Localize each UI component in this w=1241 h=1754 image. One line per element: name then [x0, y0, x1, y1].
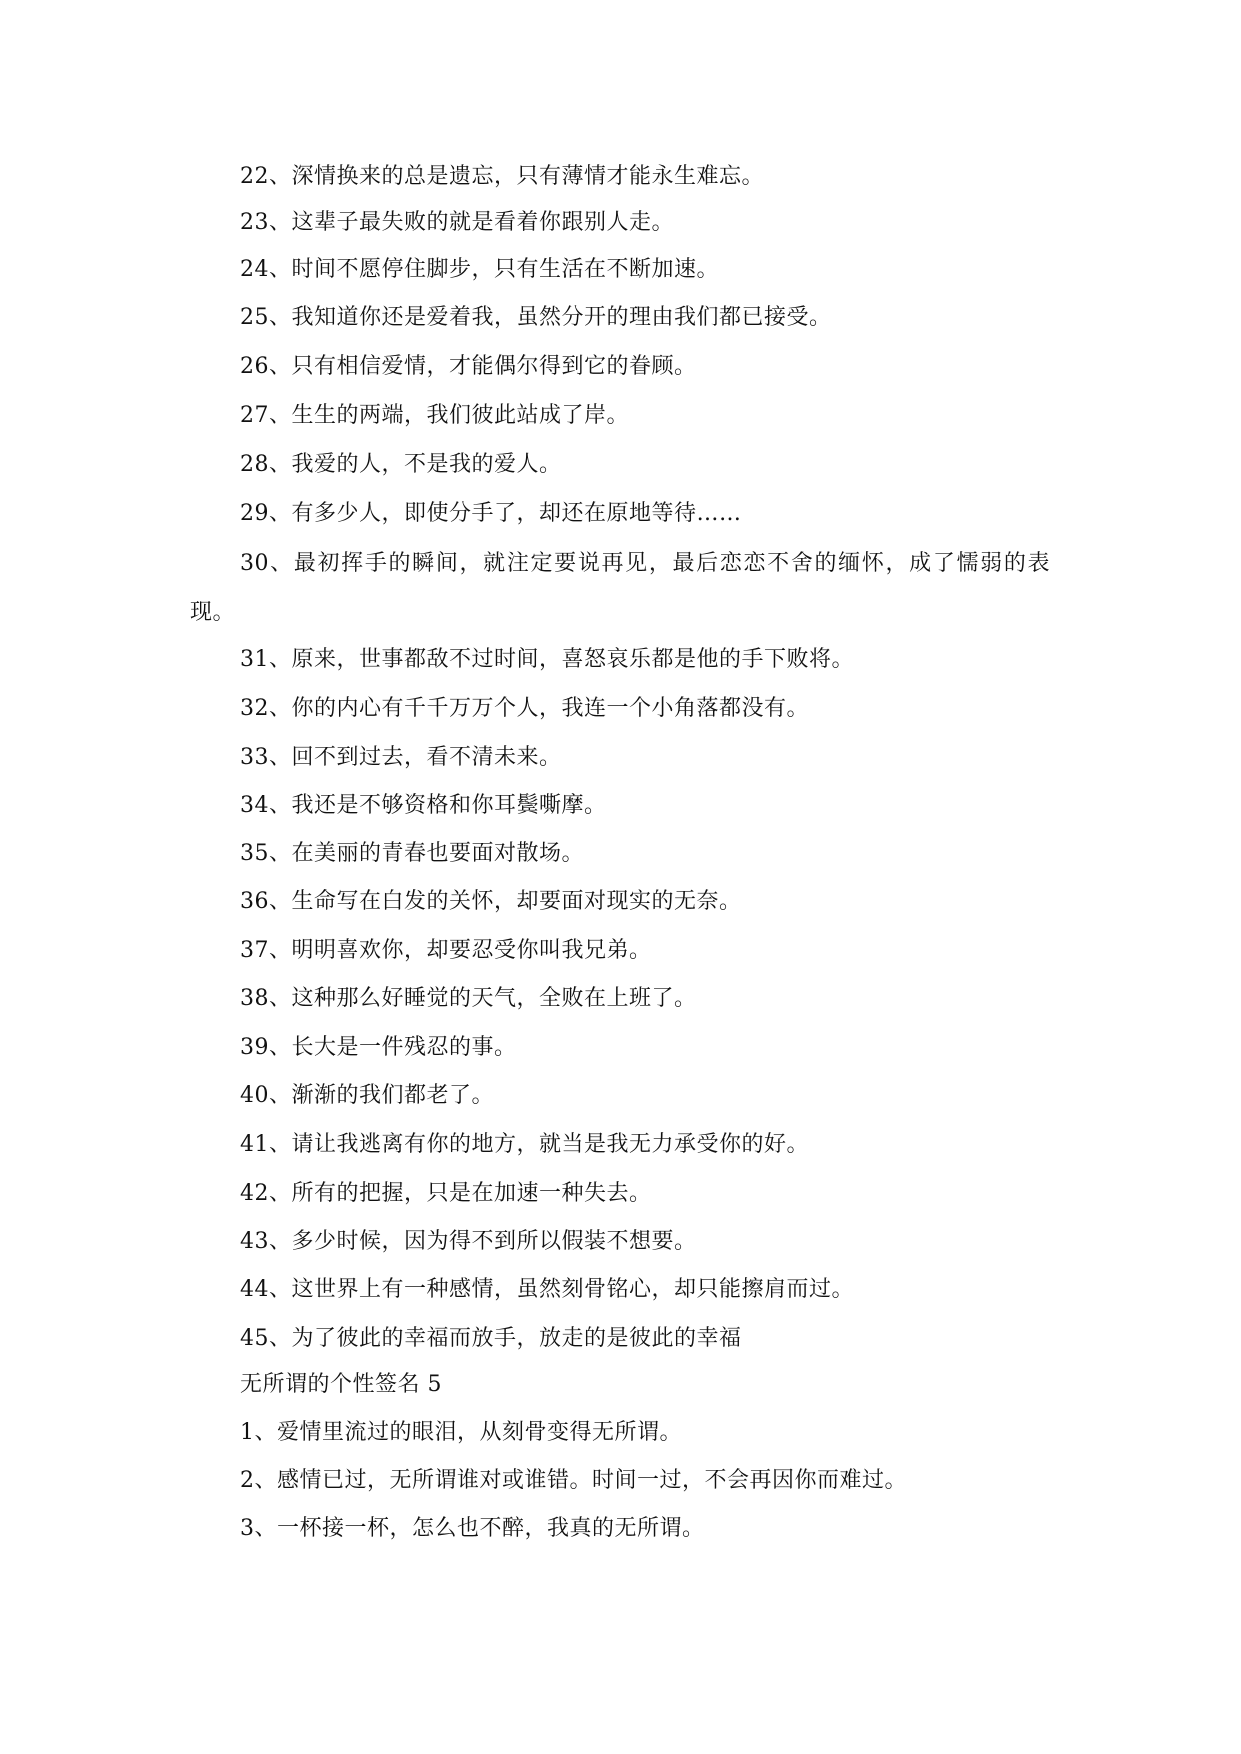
list-item: 29、有多少人，即使分手了，却还在原地等待…… — [240, 501, 742, 526]
list-item: 24、时间不愿停住脚步，只有生活在不断加速。 — [240, 257, 719, 282]
list-item: 37、明明喜欢你，却要忍受你叫我兄弟。 — [240, 938, 652, 963]
list-item: 1、爱情里流过的眼泪，从刻骨变得无所谓。 — [240, 1420, 682, 1445]
list-item: 33、回不到过去，看不清未来。 — [240, 745, 562, 770]
list-item: 45、为了彼此的幸福而放手，放走的是彼此的幸福 — [240, 1326, 742, 1351]
list-item: 32、你的内心有千千万万个人，我连一个小角落都没有。 — [240, 696, 809, 721]
list-item: 3、一杯接一杯，怎么也不醉，我真的无所谓。 — [240, 1516, 705, 1541]
list-item: 35、在美丽的青春也要面对散场。 — [240, 841, 584, 866]
list-item: 22、深情换来的总是遗忘，只有薄情才能永生难忘。 — [240, 164, 764, 189]
list-item: 38、这种那么好睡觉的天气，全败在上班了。 — [240, 986, 697, 1011]
list-item: 2、感情已过，无所谓谁对或谁错。时间一过，不会再因你而难过。 — [240, 1468, 907, 1493]
list-item: 36、生命写在白发的关怀，却要面对现实的无奈。 — [240, 889, 742, 914]
list-item: 34、我还是不够资格和你耳鬓嘶摩。 — [240, 793, 607, 818]
list-item: 26、只有相信爱情，才能偶尔得到它的眷顾。 — [240, 354, 697, 379]
list-item: 23、这辈子最失败的就是看着你跟别人走。 — [240, 210, 674, 235]
list-item-wrapped: 30、最初挥手的瞬间，就注定要说再见，最后恋恋不舍的缅怀，成了懦弱的表现。 — [190, 551, 1050, 625]
list-item: 28、我爱的人，不是我的爱人。 — [240, 452, 562, 477]
list-item: 44、这世界上有一种感情，虽然刻骨铭心，却只能擦肩而过。 — [240, 1277, 854, 1302]
list-item: 25、我知道你还是爱着我，虽然分开的理由我们都已接受。 — [240, 305, 832, 330]
list-item: 41、请让我逃离有你的地方，就当是我无力承受你的好。 — [240, 1132, 809, 1157]
list-item: 42、所有的把握，只是在加速一种失去。 — [240, 1181, 652, 1206]
list-item: 43、多少时候，因为得不到所以假装不想要。 — [240, 1229, 697, 1254]
section-heading: 无所谓的个性签名 5 — [240, 1372, 442, 1397]
list-item: 27、生生的两端，我们彼此站成了岸。 — [240, 403, 629, 428]
list-item: 40、渐渐的我们都老了。 — [240, 1083, 494, 1108]
list-item: 31、原来，世事都敌不过时间，喜怒哀乐都是他的手下败将。 — [240, 647, 854, 672]
list-item: 39、长大是一件残忍的事。 — [240, 1035, 517, 1060]
